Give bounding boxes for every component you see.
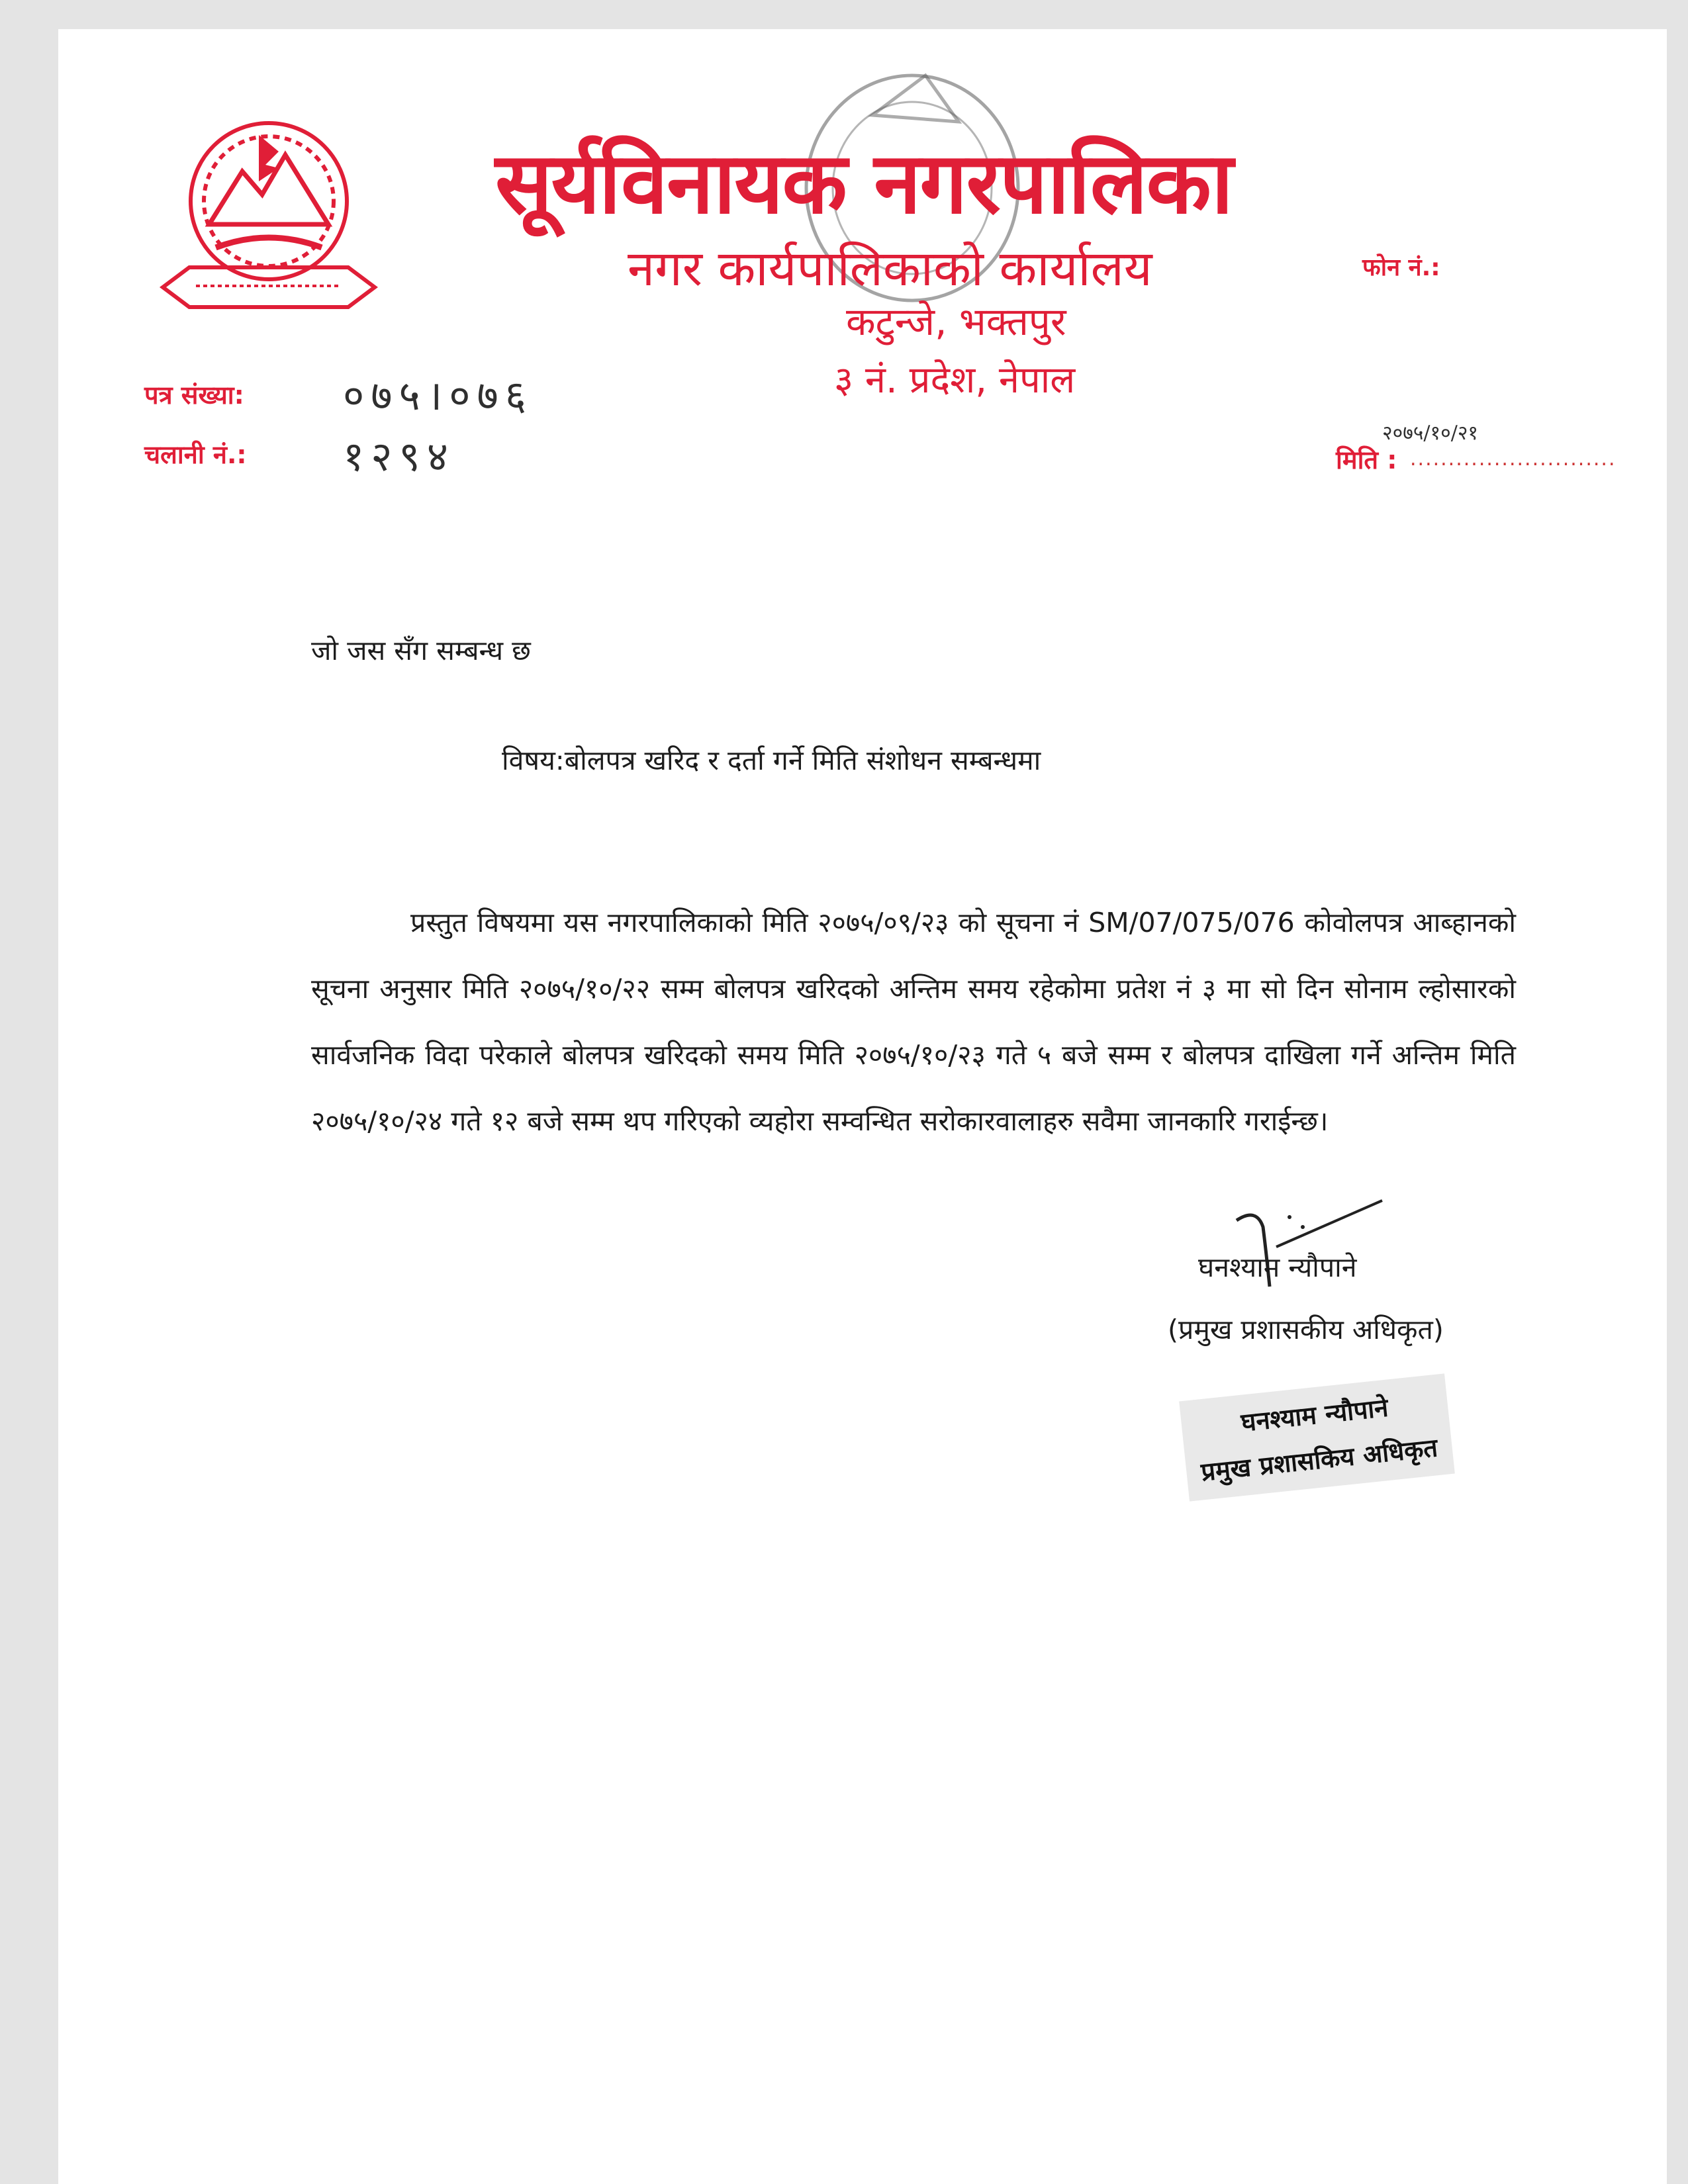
patra-sankhya-label: पत्र संख्या: bbox=[144, 381, 244, 410]
name-stamp bbox=[1179, 1373, 1455, 1501]
chalani-value: १२९४ bbox=[343, 432, 455, 480]
office-name: नगर कार्यपालिकाको कार्यालय bbox=[628, 240, 1152, 297]
stamp-title: प्रमुख प्रशासकिय अधिकृत bbox=[1199, 1433, 1439, 1487]
subject-line: विषय:बोलपत्र खरिद र दर्ता गर्ने मिति संशोधन सम्बन्धमा bbox=[502, 745, 1041, 776]
chalani-label: चलानी नं.: bbox=[144, 440, 247, 469]
phone-label: फोन नं.: bbox=[1362, 254, 1440, 281]
signatory-name: घनश्याम न्यौपाने bbox=[1198, 1251, 1357, 1283]
letter-page bbox=[58, 29, 1667, 2184]
signatory-title: (प्रमुख प्रशासकीय अधिकृत) bbox=[1168, 1314, 1444, 1345]
nepal-emblem-icon bbox=[143, 109, 395, 320]
address-line-2: ३ नं. प्रदेश, नेपाल bbox=[834, 359, 1076, 402]
date-value: २०७५/१०/२१ bbox=[1382, 422, 1479, 445]
municipality-title: सूर्यविनायक नगरपालिका bbox=[495, 134, 1233, 233]
stamp-name: घनश्याम न्यौपाने bbox=[1239, 1392, 1390, 1437]
date-label: मिति : bbox=[1336, 445, 1397, 475]
handwritten-signature-icon bbox=[1210, 1181, 1409, 1313]
patra-sankhya-value: ०७५।०७६ bbox=[343, 371, 533, 420]
address-line-1: कटुन्जे, भक्तपुर bbox=[846, 299, 1066, 344]
date-dots: ........................... bbox=[1410, 447, 1617, 471]
letter-body: प्रस्तुत विषयमा यस नगरपालिकाको मिति २०७५/०९/२३ को सूचना नं SM/07/075/076 कोवोलपत्र आब्हानको सूचना अनुसार मिति २०७५/१०/२२ सम्म बोलपत्र खरिदको अन्तिम समय रहेकोमा प्रतेश नं ३ मा सो दिन सोनाम ल्होसारको सार्वजनिक विदा परेकाले बोलपत्र खरिदको समय मिति २०७५/१०/२३ गते ५ बजे सम्म र बोलपत्र दाखिला गर्ने अन्तिम मिति २०७५/१०/२४ गते १२ बजे सम्म थप गरिएको व्यहोरा सम्वन्धित सरोकारवालाहरु सवैमा जानकारि गराईन्छ। bbox=[311, 907, 1516, 1137]
salutation: जो जस सँग सम्बन्ध छ bbox=[311, 635, 531, 666]
